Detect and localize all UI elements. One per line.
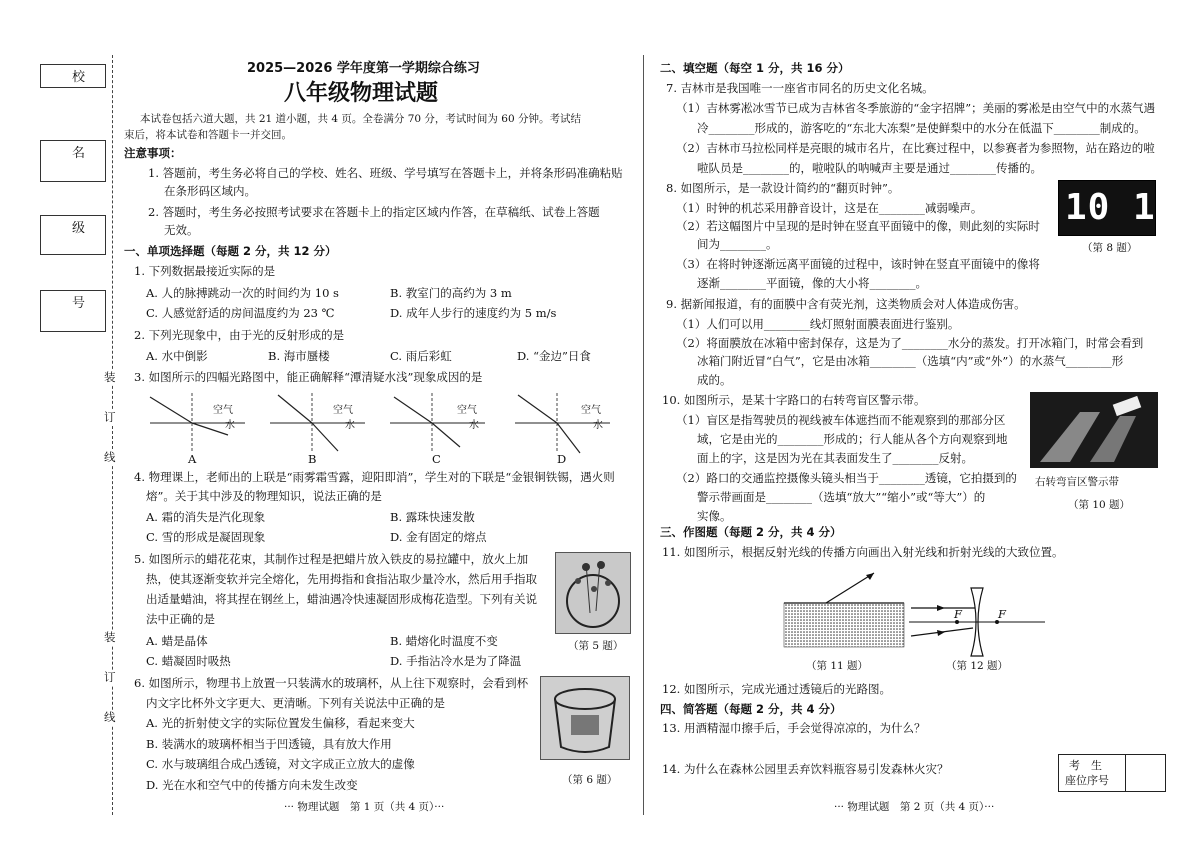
glass-icon	[541, 677, 629, 759]
notice-line: 2. 答题时，考生务必按照考试要求在答题卡上的指定区域内作答，在草稿纸、试卷上答题	[148, 205, 600, 219]
figure-caption: （第 6 题）	[562, 774, 618, 786]
option[interactable]: A. 水中倒影	[146, 349, 208, 363]
intro-line: 束后，将本试卷和答题卡一并交回。	[124, 129, 292, 141]
option[interactable]: B. 海市蜃楼	[268, 349, 330, 363]
question-part: （1）时钟的机芯采用静音设计，这是在________减弱噪声。	[676, 201, 983, 215]
question-part: 间为________。	[697, 237, 778, 251]
question: 7. 吉林市是我国唯一一座省市同名的历史文化名城。	[666, 81, 934, 95]
figure-caption: （第 12 题）	[946, 660, 1009, 672]
student-number-label: 号	[72, 296, 86, 311]
question: 熔”。关于其中涉及的物理知识，说法正确的是	[146, 489, 382, 503]
option[interactable]: A. 人的脉搏跳动一次的时间约为 10 s	[146, 286, 339, 300]
page-footer: ··· 物理试题 第 1 页（共 4 页）···	[284, 801, 445, 813]
wax-flower-photo	[555, 552, 631, 634]
question-part: （1）盲区是指驾驶员的视线被车体遮挡而不能观察到的那部分区	[676, 413, 1006, 427]
flip-clock-image	[1058, 180, 1179, 236]
notice-title: 注意事项：	[124, 146, 182, 160]
question: 14. 为什么在森林公园里丢弃饮料瓶容易引发森林火灾？	[662, 762, 949, 776]
question-part: （3）在将时钟逐渐远离平面镜的过程中，该时钟在竖直平面镜中的像将	[676, 257, 1040, 271]
binding-char: 装	[104, 370, 116, 384]
question: 12. 如图所示，完成光通过透镜后的光路图。	[662, 682, 891, 696]
focal-label: F	[954, 607, 962, 621]
option[interactable]: D. 金有固定的熔点	[390, 530, 487, 544]
figure-caption: （第 8 题）	[1082, 242, 1138, 254]
section-heading: 四、简答题（每题 2 分，共 4 分）	[660, 702, 842, 716]
option-letter[interactable]: B	[308, 452, 317, 466]
intro-line: 本试卷包括六道大题，共 21 道小题，共 4 页。全卷满分 70 分，考试时间为 60 分钟。考试结	[140, 113, 581, 125]
option[interactable]: D. 手指沾冷水是为了降温	[390, 654, 522, 668]
binding-char: 订	[104, 410, 116, 424]
seat-number-box	[1058, 754, 1166, 792]
option[interactable]: C. 雨后彩虹	[390, 349, 452, 363]
q3-diagrams	[140, 385, 620, 465]
binding-char: 装	[104, 630, 116, 644]
water-label: 水	[345, 420, 355, 431]
question-part: 实像。	[697, 509, 732, 523]
q12-diagram	[905, 580, 1050, 660]
question-part: （2）路口的交通监控摄像头镜头相当于________透镜，它拍摄到的	[676, 471, 1017, 485]
water-label: 水	[225, 420, 235, 431]
option-letter[interactable]: D	[557, 452, 567, 466]
option[interactable]: B. 蜡熔化时温度不变	[390, 634, 498, 648]
option-letter[interactable]: C	[432, 452, 441, 466]
question-part: 警示带画面是________（选填“放大”“缩小”或“等大”）的	[697, 490, 986, 504]
binding-char: 订	[104, 670, 116, 684]
option[interactable]: A. 蜡是晶体	[146, 634, 208, 648]
option[interactable]: C. 水与玻璃组合成凸透镜，对文字成正立放大的虚像	[146, 757, 415, 771]
binding-char: 线	[104, 710, 116, 724]
option[interactable]: C. 人感觉舒适的房间温度约为 23 ℃	[146, 306, 335, 320]
question-part: 成的。	[697, 373, 732, 387]
section-heading: 二、填空题（每空 1 分，共 16 分）	[660, 61, 850, 75]
question-part: 逐渐________平面镜，像的大小将________。	[697, 276, 927, 290]
question: 10. 如图所示，是某十字路口的右转弯盲区警示带。	[662, 393, 926, 407]
section-heading: 一、单项选择题（每题 2 分，共 12 分）	[124, 244, 337, 258]
binding-line	[112, 55, 113, 815]
question: 4. 物理课上，老师出的上联是“雨雾霜雪露，迎阳即消”，学生对的下联是“金银铜铁锡，遇火则	[134, 470, 615, 484]
question-part: （1）吉林雾凇冰雪节已成为吉林省冬季旅游的“金字招牌”；美丽的雾凇是由空气中的水蒸气遇	[676, 101, 1156, 115]
notice-line: 1. 答题前，考生务必将自己的学校、姓名、班级、学号填写在答题卡上，并将条形码准确粘贴	[148, 166, 623, 180]
option[interactable]: B. 教室门的高约为 3 m	[390, 286, 512, 300]
school-label: 校	[72, 70, 86, 85]
water-label: 水	[469, 420, 479, 431]
option[interactable]: D. 成年人步行的速度约为 5 m/s	[390, 306, 557, 320]
question-part: （2）将面膜放在冰箱中密封保存，这是为了________水分的蒸发。打开冰箱门，时常会看到	[676, 336, 1144, 350]
q11-diagram	[770, 565, 910, 655]
option[interactable]: A. 光的折射使文字的实际位置发生偏移，看起来变大	[146, 716, 415, 730]
question-part: 面上的字，这是因为光在其表面发生了________反射。	[697, 451, 973, 465]
seat-label: 座位序号	[1065, 774, 1109, 787]
question: 5. 如图所示的蜡花花束，其制作过程是把蜡片放入铁皮的易拉罐中，放火上加	[134, 552, 529, 566]
wax-flower-icon	[556, 553, 630, 633]
seat-number-field[interactable]	[1127, 757, 1163, 789]
option[interactable]: D. 光在水和空气中的传播方向未发生改变	[146, 778, 358, 792]
name-label: 名	[72, 146, 86, 161]
question: 9. 据新闻报道，有的面膜中含有荧光剂，这类物质会对人体造成伤害。	[666, 297, 1026, 311]
water-label: 水	[593, 420, 603, 431]
water-glass-photo	[540, 676, 630, 760]
air-label: 空气	[457, 405, 477, 416]
focal-label: F	[998, 607, 1006, 621]
question: 8. 如图所示，是一款设计简约的“翻页时钟”。	[666, 181, 900, 195]
question-part: 冰箱门附近冒“白气”，它是由冰箱________（选填“内”或“外”）的水蒸气________形	[697, 354, 1124, 368]
air-label: 空气	[213, 405, 233, 416]
warning-strip-icon	[1030, 392, 1158, 468]
question: 法中正确的是	[146, 612, 215, 626]
question-part: 啦队员是________的，啦啦队的呐喊声主要是通过________传播的。	[697, 161, 1042, 175]
option[interactable]: C. 雪的形成是凝固现象	[146, 530, 266, 544]
question: 13. 用酒精湿巾擦手后，手会觉得凉凉的，为什么？	[662, 721, 926, 735]
page-title: 八年级物理试题	[284, 81, 439, 106]
seat-label: 考 生	[1069, 759, 1102, 772]
binding-char: 线	[104, 450, 116, 464]
question-part: 域，它是由光的________形成的；行人能从各个方向观察到地	[697, 432, 1008, 446]
question-part: （2）吉林市马拉松同样是亮眼的城市名片，在比赛过程中，以参赛者为参照物，站在路边的啦	[676, 141, 1155, 155]
seat-box-divider	[1125, 755, 1126, 791]
question-part: 冷________形成的，游客吃的“东北大冻梨”是使鲜梨中的水分在低温下________制成的。	[697, 121, 1146, 135]
question-part: （1）人们可以用________线灯照射面膜表面进行鉴别。	[676, 317, 960, 331]
year-title: 2025—2026 学年度第一学期综合练习	[247, 61, 480, 76]
question: 3. 如图所示的四幅光路图中，能正确解释“潭清疑水浅”现象成因的是	[134, 370, 483, 384]
page-footer: ··· 物理试题 第 2 页（共 4 页）···	[834, 801, 995, 813]
air-label: 空气	[333, 405, 353, 416]
option-letter[interactable]: A	[188, 452, 197, 466]
question-part: （2）若这幅图片中呈现的是时钟在竖直平面镜中的像，则此刻的实际时	[676, 219, 1040, 233]
figure-caption: （第 11 题）	[806, 660, 869, 672]
question: 热，使其逐渐变软并完全熔化，先用拇指和食指沾取少量冷水，然后用手指取	[146, 572, 537, 586]
air-label: 空气	[581, 405, 601, 416]
question: 11. 如图所示，根据反射光线的传播方向画出入射光线和折射光线的大致位置。	[662, 545, 1064, 559]
option[interactable]: B. 露珠快速发散	[390, 510, 475, 524]
question: 出适量蜡油，将其捏在钢丝上，蜡油遇冷快速凝固形成梅花造型。下列有关说	[146, 592, 537, 606]
image-caption: 右转弯盲区警示带	[1035, 476, 1119, 488]
clock-digits: 10 10	[1065, 187, 1179, 228]
option[interactable]: A. 霜的消失是汽化现象	[146, 510, 266, 524]
class-label: 级	[72, 221, 86, 236]
notice-line: 在条形码区域内。	[164, 184, 256, 198]
option[interactable]: C. 蜡凝固时吸热	[146, 654, 231, 668]
question: 6. 如图所示，物理书上放置一只装满水的玻璃杯，从上往下观察时，会看到杯	[134, 676, 529, 690]
question: 2. 下列光现象中，由于光的反射形成的是	[134, 328, 345, 342]
page-divider	[643, 55, 644, 815]
question: 内文字比杯外文字更大、更清晰。下列有关说法中正确的是	[146, 696, 445, 710]
blind-spot-photo	[1030, 392, 1158, 468]
figure-caption: （第 5 题）	[568, 640, 624, 652]
option[interactable]: B. 装满水的玻璃杯相当于凹透镜，具有放大作用	[146, 737, 392, 751]
figure-caption: （第 10 题）	[1068, 499, 1131, 511]
notice-line: 无效。	[164, 223, 199, 237]
option[interactable]: D. “金边”日食	[517, 349, 591, 363]
section-heading: 三、作图题（每题 2 分，共 4 分）	[660, 525, 842, 539]
question: 1. 下列数据最接近实际的是	[134, 264, 276, 278]
